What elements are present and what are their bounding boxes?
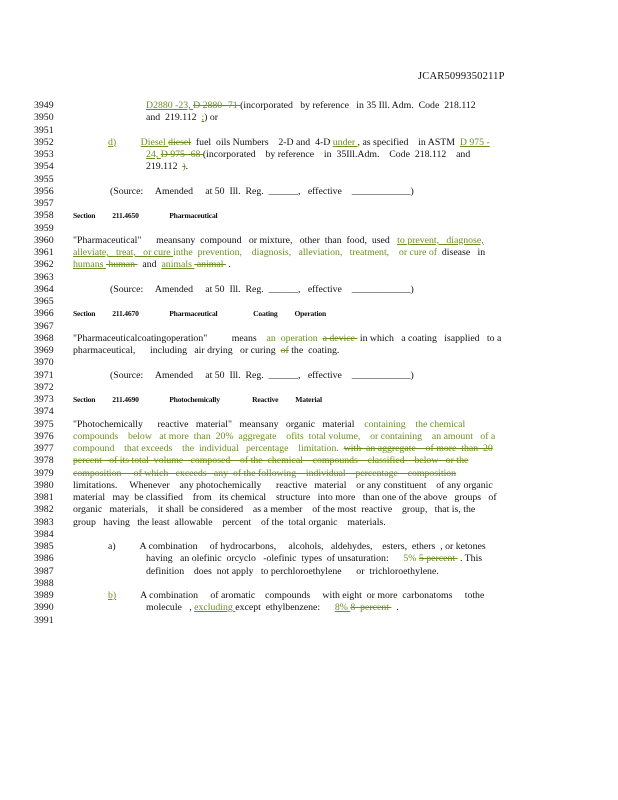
document-line	[0, 320, 618, 333]
added-text: inthe prevention, diagnosis, alleviation, treatment, or cure of	[173, 247, 442, 258]
document-line	[0, 295, 618, 308]
inserted-text: d)	[108, 136, 117, 148]
line-number: 3979	[34, 467, 54, 479]
line-number: 3976	[34, 430, 54, 442]
document-line	[0, 356, 618, 369]
deleted-text: with an aggregate of more than 20	[343, 443, 493, 454]
deleted-text: 8 percent	[350, 602, 392, 614]
document-line	[0, 528, 618, 541]
document-line	[0, 601, 618, 614]
line-number: 3987	[34, 565, 54, 577]
document-line	[0, 454, 618, 467]
document-line	[0, 491, 618, 504]
line-number: 3969	[34, 345, 54, 356]
text-segment: disease in	[441, 247, 486, 258]
inserted-text: to prevent, diagnose,	[397, 234, 484, 246]
inserted-text: b)	[108, 590, 117, 601]
line-number: 3971	[34, 369, 54, 381]
text-segment: .	[391, 602, 399, 614]
deleted-text: percent of its total volume composed of the chemical compounds classified below or the	[73, 455, 469, 467]
document-line	[0, 307, 618, 320]
document-line	[0, 393, 618, 406]
line-number: 3972	[34, 381, 54, 393]
document-line	[0, 442, 618, 455]
text-segment: molecule ,	[146, 602, 195, 614]
document-line	[0, 209, 618, 222]
line-text	[108, 136, 490, 149]
text-segment: fuel oils Numbers 2-D and 4-D	[191, 136, 333, 148]
line-number: 3973	[34, 394, 54, 405]
added-text: 5%	[403, 553, 419, 565]
line-text	[73, 442, 493, 455]
deleted-text: D 975- 68	[160, 149, 203, 160]
document-line	[0, 111, 618, 124]
document-line	[0, 173, 618, 186]
text-segment: "Pharmaceutical" meansany compound or mixture, other than food, used	[73, 234, 398, 246]
text-segment: having an olefinic orcyclo -olefinic types of unsaturation:	[146, 553, 404, 565]
line-number: 3985	[34, 541, 54, 552]
line-number: 3950	[34, 112, 54, 124]
line-number: 3991	[34, 614, 54, 626]
section-heading	[73, 307, 326, 320]
document-line	[0, 332, 618, 345]
document-line	[0, 589, 618, 602]
document-line	[0, 577, 618, 590]
deleted-text: D 2880- 71	[193, 100, 241, 111]
inserted-text: under	[332, 136, 358, 148]
line-text	[73, 454, 468, 467]
text-segment: Section 211.4650 Pharmaceutical	[73, 211, 218, 221]
document-line	[0, 565, 618, 578]
line-text	[108, 540, 486, 553]
document-line	[0, 467, 618, 480]
line-text	[73, 503, 475, 516]
deleted-text: of	[280, 345, 289, 356]
line-number: 3953	[34, 149, 54, 160]
line-number: 3988	[34, 577, 54, 589]
line-number: 3963	[34, 271, 54, 283]
inserted-text: excluding	[194, 602, 236, 614]
text-segment: (incorporated by reference in 35 Ill. Adm. Code 218.112	[240, 100, 476, 111]
deleted-text: 5 percent	[418, 553, 458, 565]
text-segment: in which a coating isapplied to a	[357, 332, 502, 344]
text-segment: 219.112	[146, 161, 183, 173]
line-text	[73, 516, 386, 529]
line-number: 3978	[34, 455, 54, 467]
line-text	[146, 99, 476, 112]
text-segment: organic materials, it shall be considered as a member of the most reactive group, that is, the	[73, 504, 476, 516]
document-line	[0, 99, 618, 112]
line-number: 3984	[34, 528, 54, 540]
inserted-text: 24,	[146, 149, 161, 160]
line-number: 3980	[34, 479, 54, 491]
text-segment: , as specified in ASTM	[357, 136, 460, 148]
inserted-text: D 975 -	[459, 136, 490, 148]
document-line	[0, 516, 618, 529]
line-text	[146, 552, 482, 565]
line-text	[110, 185, 414, 198]
line-text	[73, 344, 339, 357]
document-line	[0, 185, 618, 198]
document-line	[0, 503, 618, 516]
inserted-text: ;	[201, 112, 205, 124]
inserted-text: Diesel	[140, 136, 169, 148]
added-text: an operation	[266, 332, 323, 344]
line-number: 3983	[34, 516, 54, 528]
document-line	[0, 430, 618, 443]
line-number: 3962	[34, 259, 54, 271]
inserted-text: humans	[73, 259, 106, 271]
line-number: 3975	[34, 418, 54, 430]
line-number: 3966	[34, 308, 54, 320]
line-text	[146, 565, 439, 578]
text-segment	[116, 137, 141, 148]
line-number: 3981	[34, 492, 54, 503]
line-number: 3951	[34, 124, 54, 136]
line-text	[73, 467, 456, 480]
deleted-text: human	[105, 259, 138, 271]
line-number: 3955	[34, 173, 54, 185]
inserted-text: alleviate, treat, or cure	[73, 247, 174, 258]
text-segment: the coating.	[288, 345, 340, 356]
text-segment: "Photochemically reactive material" meansany organic material	[73, 418, 365, 430]
text-segment: material may be classified from its chemical structure into more than one of the above groups of	[73, 492, 497, 503]
document-line	[0, 222, 618, 235]
text-segment: and 219.112	[146, 112, 202, 124]
inserted-text: animals	[161, 259, 195, 271]
line-number: 3961	[34, 247, 54, 258]
text-segment: a) A combination of hydrocarbons, alcohols, aldehydes, esters, ethers , or ketones	[108, 541, 486, 552]
deleted-text: )	[182, 161, 186, 173]
deleted-text: diesel	[168, 136, 192, 148]
added-text: containing the chemical	[364, 418, 466, 430]
section-heading	[73, 209, 217, 222]
added-text: compound that exceeds the individual percentage limitation.	[73, 443, 344, 454]
line-text	[73, 332, 501, 345]
text-segment: (Source: Amended at 50 Ill. Reg. ______, effective ____________)	[110, 283, 414, 295]
text-segment: (Source: Amended at 50 Ill. Reg. ______, effective ____________)	[110, 369, 414, 381]
document-line	[0, 479, 618, 492]
text-segment: Section 211.4690 Photochemically Reactive Material	[73, 395, 322, 404]
document-line	[0, 344, 618, 357]
document-line	[0, 160, 618, 173]
deleted-text: animal	[194, 259, 226, 271]
text-segment: .	[185, 161, 189, 173]
line-number: 3982	[34, 504, 54, 516]
line-text	[146, 601, 399, 614]
text-segment: group having the least allowable percent of the total organic materials.	[73, 516, 386, 528]
document-line	[0, 148, 618, 161]
line-number: 3967	[34, 320, 54, 332]
line-text	[73, 418, 465, 431]
document-line	[0, 418, 618, 431]
line-number: 3952	[34, 136, 54, 148]
document-line	[0, 124, 618, 137]
line-text	[73, 491, 497, 504]
text-segment: (Source: Amended at 50 Ill. Reg. ______, effective ____________)	[110, 185, 414, 197]
text-segment: Section 211.4670 Pharmaceutical Coating Operation	[73, 309, 326, 319]
document-line	[0, 246, 618, 259]
document-line	[0, 381, 618, 394]
line-number: 3954	[34, 161, 54, 173]
added-text: compounds below at more than 20% aggregate ofits total volume, or containing an amount of a	[73, 430, 496, 442]
document-line	[0, 369, 618, 382]
line-text	[110, 369, 414, 382]
deleted-text: composition of which exceeds any of the following individual percentage composition	[73, 467, 457, 479]
line-number: 3968	[34, 332, 54, 344]
line-number: 3964	[34, 283, 54, 295]
document-line	[0, 271, 618, 284]
line-text	[73, 479, 493, 492]
line-text	[73, 246, 485, 259]
line-number: 3970	[34, 357, 54, 369]
text-segment: .	[225, 259, 231, 271]
line-number: 3977	[34, 443, 54, 454]
line-number: 3986	[34, 553, 54, 565]
document-line	[0, 197, 618, 210]
section-heading	[73, 393, 322, 406]
text-segment: A combination of aromatic compounds with eight or more carbonatoms tothe	[116, 590, 485, 601]
document-line	[0, 405, 618, 418]
text-segment: limitations. Whenever any photochemically reactive material or any constituent of any organic	[73, 479, 493, 491]
line-text	[108, 589, 484, 602]
inserted-text: D2880 -23,	[146, 100, 194, 111]
line-number: 3960	[34, 234, 54, 246]
document-line	[0, 614, 618, 627]
text-segment: and	[137, 259, 162, 271]
line-number: 3974	[34, 406, 54, 418]
line-text	[73, 430, 495, 443]
line-number: 3989	[34, 590, 54, 601]
text-segment: definition does not apply to perchloroethylene or trichloroethylene.	[146, 565, 439, 577]
text-segment: except ethylbenzene:	[235, 602, 335, 614]
line-text	[146, 111, 218, 124]
document-line	[0, 552, 618, 565]
line-text	[146, 148, 470, 161]
text-segment: ) or	[204, 112, 219, 124]
document-line	[0, 540, 618, 553]
line-number: 3959	[34, 222, 54, 234]
line-number: 3965	[34, 296, 54, 307]
line-number: 3957	[34, 198, 54, 209]
text-segment: . This	[457, 553, 483, 565]
text-segment: (incorporated by reference in 35Ill.Adm. Code 218.112 and	[202, 149, 471, 160]
line-number: 3990	[34, 602, 54, 614]
inserted-text: 8%	[334, 602, 351, 614]
document-line	[0, 283, 618, 296]
line-number: 3956	[34, 185, 54, 197]
document-id-header: JCAR5099350211P	[418, 71, 505, 82]
line-text	[110, 283, 414, 296]
line-text	[146, 160, 188, 173]
line-text	[73, 258, 231, 271]
document-line	[0, 136, 618, 149]
document-line	[0, 258, 618, 271]
text-segment: pharmaceutical, including air drying or curing	[73, 345, 281, 356]
deleted-text: a device	[322, 332, 358, 344]
line-text	[73, 234, 484, 247]
line-number: 3958	[34, 210, 54, 222]
text-segment: "Pharmaceuticalcoatingoperation" means	[73, 332, 267, 344]
document-line	[0, 234, 618, 247]
line-number: 3949	[34, 100, 54, 111]
